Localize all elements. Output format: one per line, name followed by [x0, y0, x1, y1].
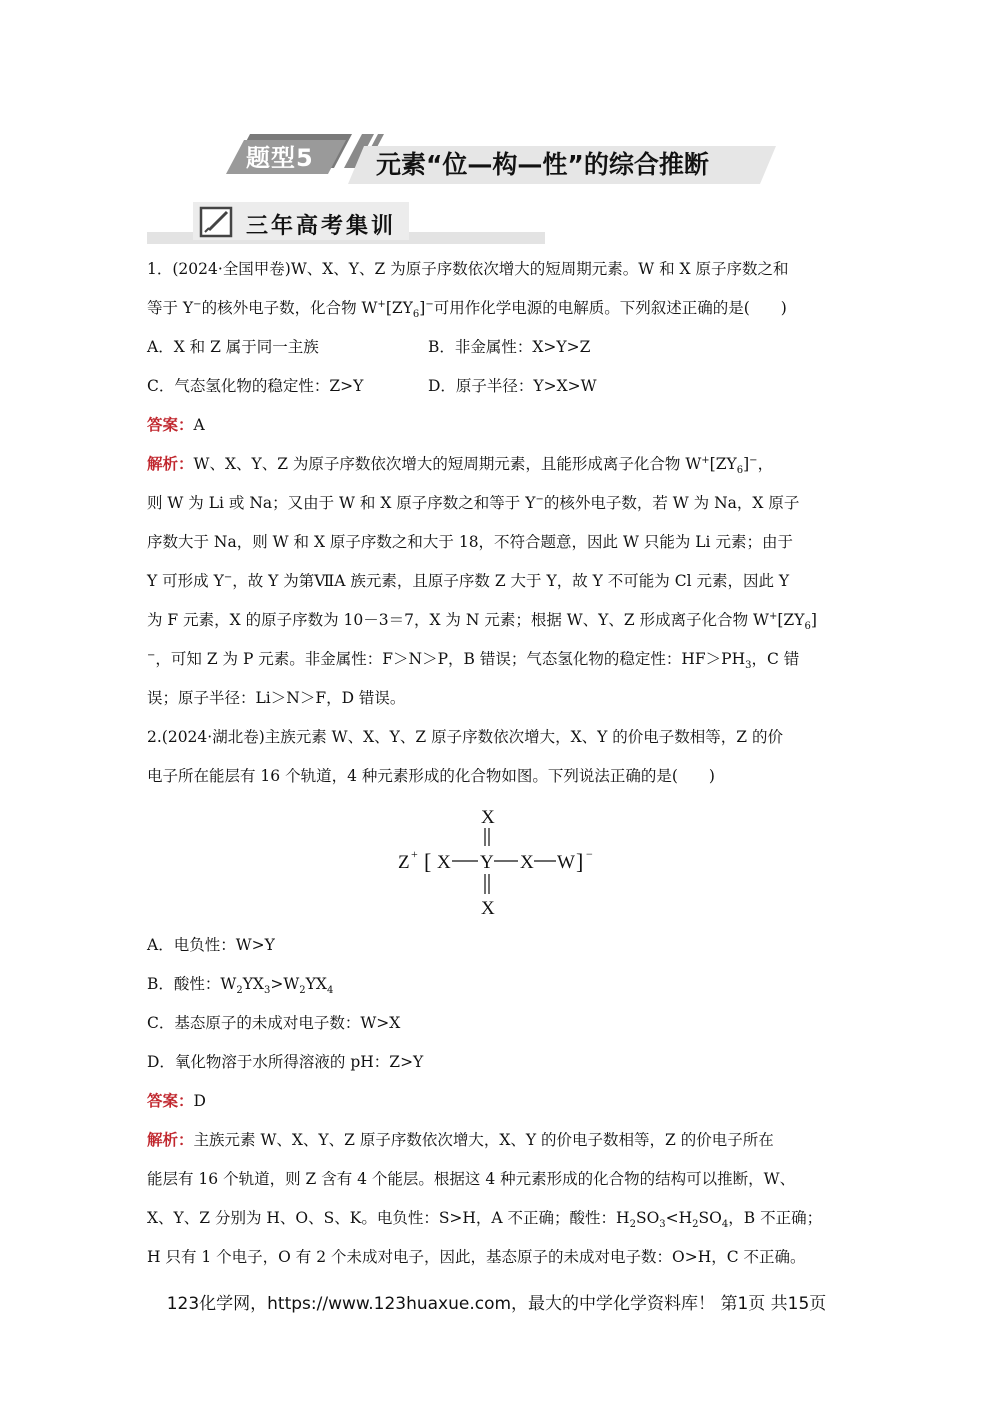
q1-option-a: A．X 和 Z 属于同一主族 — [147, 338, 319, 356]
q2-analysis-line1: 解析：主族元素 W、X、Y、Z 原子序数依次增大，X、Y 的价电子数相等，Z 的价电子所在 — [147, 1131, 774, 1149]
q1-analysis-line7: 误；原子半径：Li＞N＞F，D 错误。 — [147, 689, 406, 707]
q1-analysis-line4: Y 可形成 Y−，故 Y 为第ⅦA 族元素，且原子序数 Z 大于 Y，故 Y 不可能为 Cl 元素，因此 Y — [147, 571, 790, 590]
section-title: 三年高考集训 — [246, 214, 397, 239]
q1-option-d: D．原子半径：Y>X>W — [428, 377, 597, 395]
q2-option-b: B．酸性：$W_2YX_3>W_2YX_4$ — [147, 975, 334, 997]
q2-option-c: C．基态原子的未成对电子数：W>X — [147, 1014, 401, 1032]
structure-right-bracket: ] — [576, 849, 584, 874]
q2-analysis-line3: X、Y、Z 分别为 H、O、S、K。电负性：S>H，A 不正确；酸性：$H_2SO_3<H_2SO_4$，B 不正确； — [147, 1209, 823, 1231]
q1-analysis-line2: 则 W 为 Li 或 Na；又由于 W 和 X 原子序数之和等于 Y−的核外电子数，若 W 为 Na，X 原子 — [147, 493, 800, 512]
q1-stem-line1: 1．(2024·全国甲卷)W、X、Y、Z 为原子序数依次增大的短周期元素。W 和 X 原子序数之和 — [147, 260, 789, 278]
q2-analysis-line4: H 只有 1 个电子，O 有 2 个未成对电子，因此，基态原子的未成对电子数：O>H，C 不正确。 — [147, 1248, 806, 1266]
q2-answer: 答案：D — [147, 1092, 206, 1110]
q1-answer: 答案：A — [147, 416, 205, 434]
structure-anion-charge: − — [586, 847, 593, 861]
q2-stem-line1: 2.(2024·湖北卷)主族元素 W、X、Y、Z 原子序数依次增大，X、Y 的价电子数相等，Z 的价 — [147, 728, 783, 746]
q1-analysis-line6: −，可知 Z 为 P 元素。非金属性：F＞N＞P，B 错误；气态氢化物的稳定性：$HF>PH_3$，C 错 — [147, 649, 800, 672]
q1-analysis-line5: 为 F 元素，X 的原子序数为 10－3＝7，X 为 N 元素；根据 W、Y、Z 形成离子化合物 $W^+[ZY_6]$ — [147, 610, 817, 633]
q1-option-b: B．非金属性：X>Y>Z — [428, 338, 591, 356]
structure-right-x: X — [520, 852, 534, 873]
page-footer: 123化学网，https://www.123huaxue.com，最大的中学化学资料库！ 第1页 共15页 — [166, 1294, 827, 1314]
q1-analysis-line3: 序数大于 Na，则 W 和 X 原子序数之和大于 18，不符合题意，因此 W 只能为 Li 元素；由于 — [147, 533, 793, 551]
q2-analysis-line2: 能层有 16 个轨道，则 Z 含有 4 个能层。根据这 4 种元素形成的化合物的结构可以推断，W、 — [147, 1170, 796, 1188]
q1-analysis-line1: 解析：W、X、Y、Z 为原子序数依次增大的短周期元素，且能形成离子化合物 $W^+[ZY_6]^-$， — [147, 454, 774, 477]
structure-cation: Z — [398, 852, 410, 873]
section-tag: 题型5 — [246, 144, 314, 172]
structure-left-x: X — [437, 852, 451, 873]
structure-bottom-x: X — [481, 898, 495, 919]
structure-left-bracket: [ — [424, 849, 432, 874]
structure-center-y: Y — [480, 852, 494, 873]
q2-option-d: D．氧化物溶于水所得溶液的 pH：Z>Y — [147, 1053, 424, 1071]
structure-cation-charge: + — [411, 847, 418, 861]
q2-stem-line2: 电子所在能层有 16 个轨道，4 种元素形成的化合物如图。下列说法正确的是( ) — [147, 767, 715, 785]
q1-option-c: C．气态氢化物的稳定性：Z>Y — [147, 377, 364, 395]
structure-top-x: X — [481, 807, 495, 828]
q1-stem-line2: 等于 Y−的核外电子数，化合物 $W^+[ZY_6]^-$可用作化学电源的电解质。下列叙述正确的是( ) — [147, 298, 787, 321]
page-title: 元素“位—构—性”的综合推断 — [376, 150, 709, 179]
compound-structure-diagram — [390, 800, 620, 925]
q2-option-a: A．电负性：W>Y — [147, 936, 275, 954]
structure-right-w: W — [557, 852, 575, 873]
